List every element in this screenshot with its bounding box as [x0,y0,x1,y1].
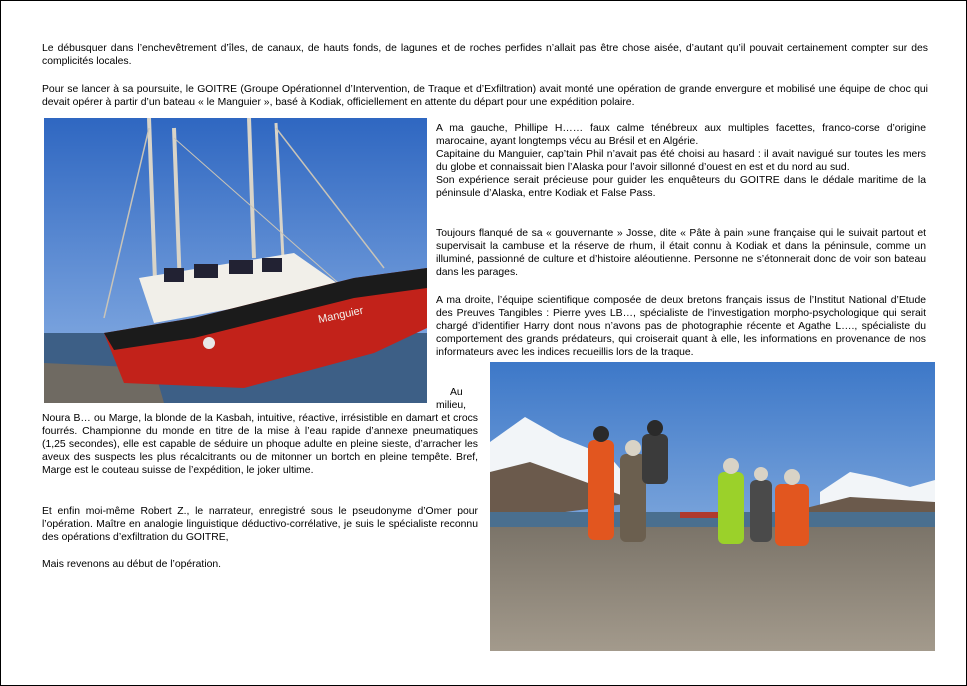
paragraph-intro: Le débusquer dans l’enchevêtrement d’îles, de canaux, de hauts fonds, de lagunes et de roches perfides n’allait pas être chose aisée, d’autant qu’il pouvait certainement compter sur des complicités locales. [42,43,928,67]
paragraph-marge [42,386,478,477]
marge-au: Au [450,387,463,398]
boat-name-text: Manguier [317,304,365,326]
marge-body: Noura B… ou Marge, la blonde de la Kasbah, intuitive, réactive, irrésistible en damart et crocs fourrés. Championne du monde en titre de la mise à l’eau rapide d’annexe pneumatiques (1,25 secondes), elle est capable de séduire un phoque adulte en pleine sieste, d’arracher les aveux des suspects les plus récalcitrants ou de mitonner un bortch en pleine tempête. Bref, Marge est le couteau suisse de l’expédition, le joker ultime. [42,413,478,476]
paragraph-scientists: A ma droite, l’équipe scientifique composée de deux bretons français issus de l’Institut National d’Etude des Preuves Tangibles : Pierre yves LB…, spécialiste de l’investigation morpho-psychologique qui serait chargé d’identifier Harry dont nous n’avons pas de photographie récente et Agathe L…., spécialiste du comportement des grands prédateurs, qui croiserait quant à elle, les informations en provenance de nos informateurs avec les indices recueillis lors de la traque. [436,295,926,358]
paragraph-captain [436,122,926,200]
boat-photo [44,118,427,403]
marge-milieu: milieu, [436,400,467,411]
paragraph-narrator: Et enfin moi-même Robert Z., le narrateur, enregistré sous le pseudonyme d’Omer pour l’opération. Maître en analogie linguistique déductivo-corrélative, je suis le spécialiste reconnu des opérations d’exfiltration du GOITRE, [42,506,478,543]
captain-line-1: A ma gauche, Phillipe H…… faux calme ténébreux aux multiples facettes, franco-corse d’origine marocaine, ayant longtemps vécu au Brésil et en Algérie. [436,123,926,147]
team-photo [490,362,935,651]
captain-line-2: Capitaine du Manguier, cap’tain Phil n’avait pas été choisi au hasard : il avait navigué sur toutes les mers du globe et connaissait bien l’Alaska pour l’avoir sillonné d’ouest en est et du nord au sud. [436,149,926,173]
paragraph-conclusion: Mais revenons au début de l’opération. [42,559,222,570]
paragraph-goitre: Pour se lancer à sa poursuite, le GOITRE (Groupe Opérationnel d’Intervention, de Traque et d’Exfiltration) avait monté une opération de grande envergure et mobilisé une équipe de choc qui devait opérer à partir d’un bateau « le Manguier », basé à Kodiak, officiellement en attente du départ pour une expédition polaire. [42,84,928,108]
paragraph-josse: Toujours flanqué de sa « gouvernante » Josse, dite « Pâte à pain »une française qui le suivait partout et supervisait la cambuse et la réserve de rhum, il était connu à Kodiak et dans la péninsule, comme un illuminé, passionné de culture et d’histoire aléoutienne. Personne ne s’étonnerait donc de voir son bateau dans les parages. [436,228,926,278]
captain-line-3: Son expérience serait précieuse pour guider les enquêteurs du GOITRE dans le dédale maritime de la péninsule d’Alaska, entre Kodiak et False Pass. [436,175,926,199]
